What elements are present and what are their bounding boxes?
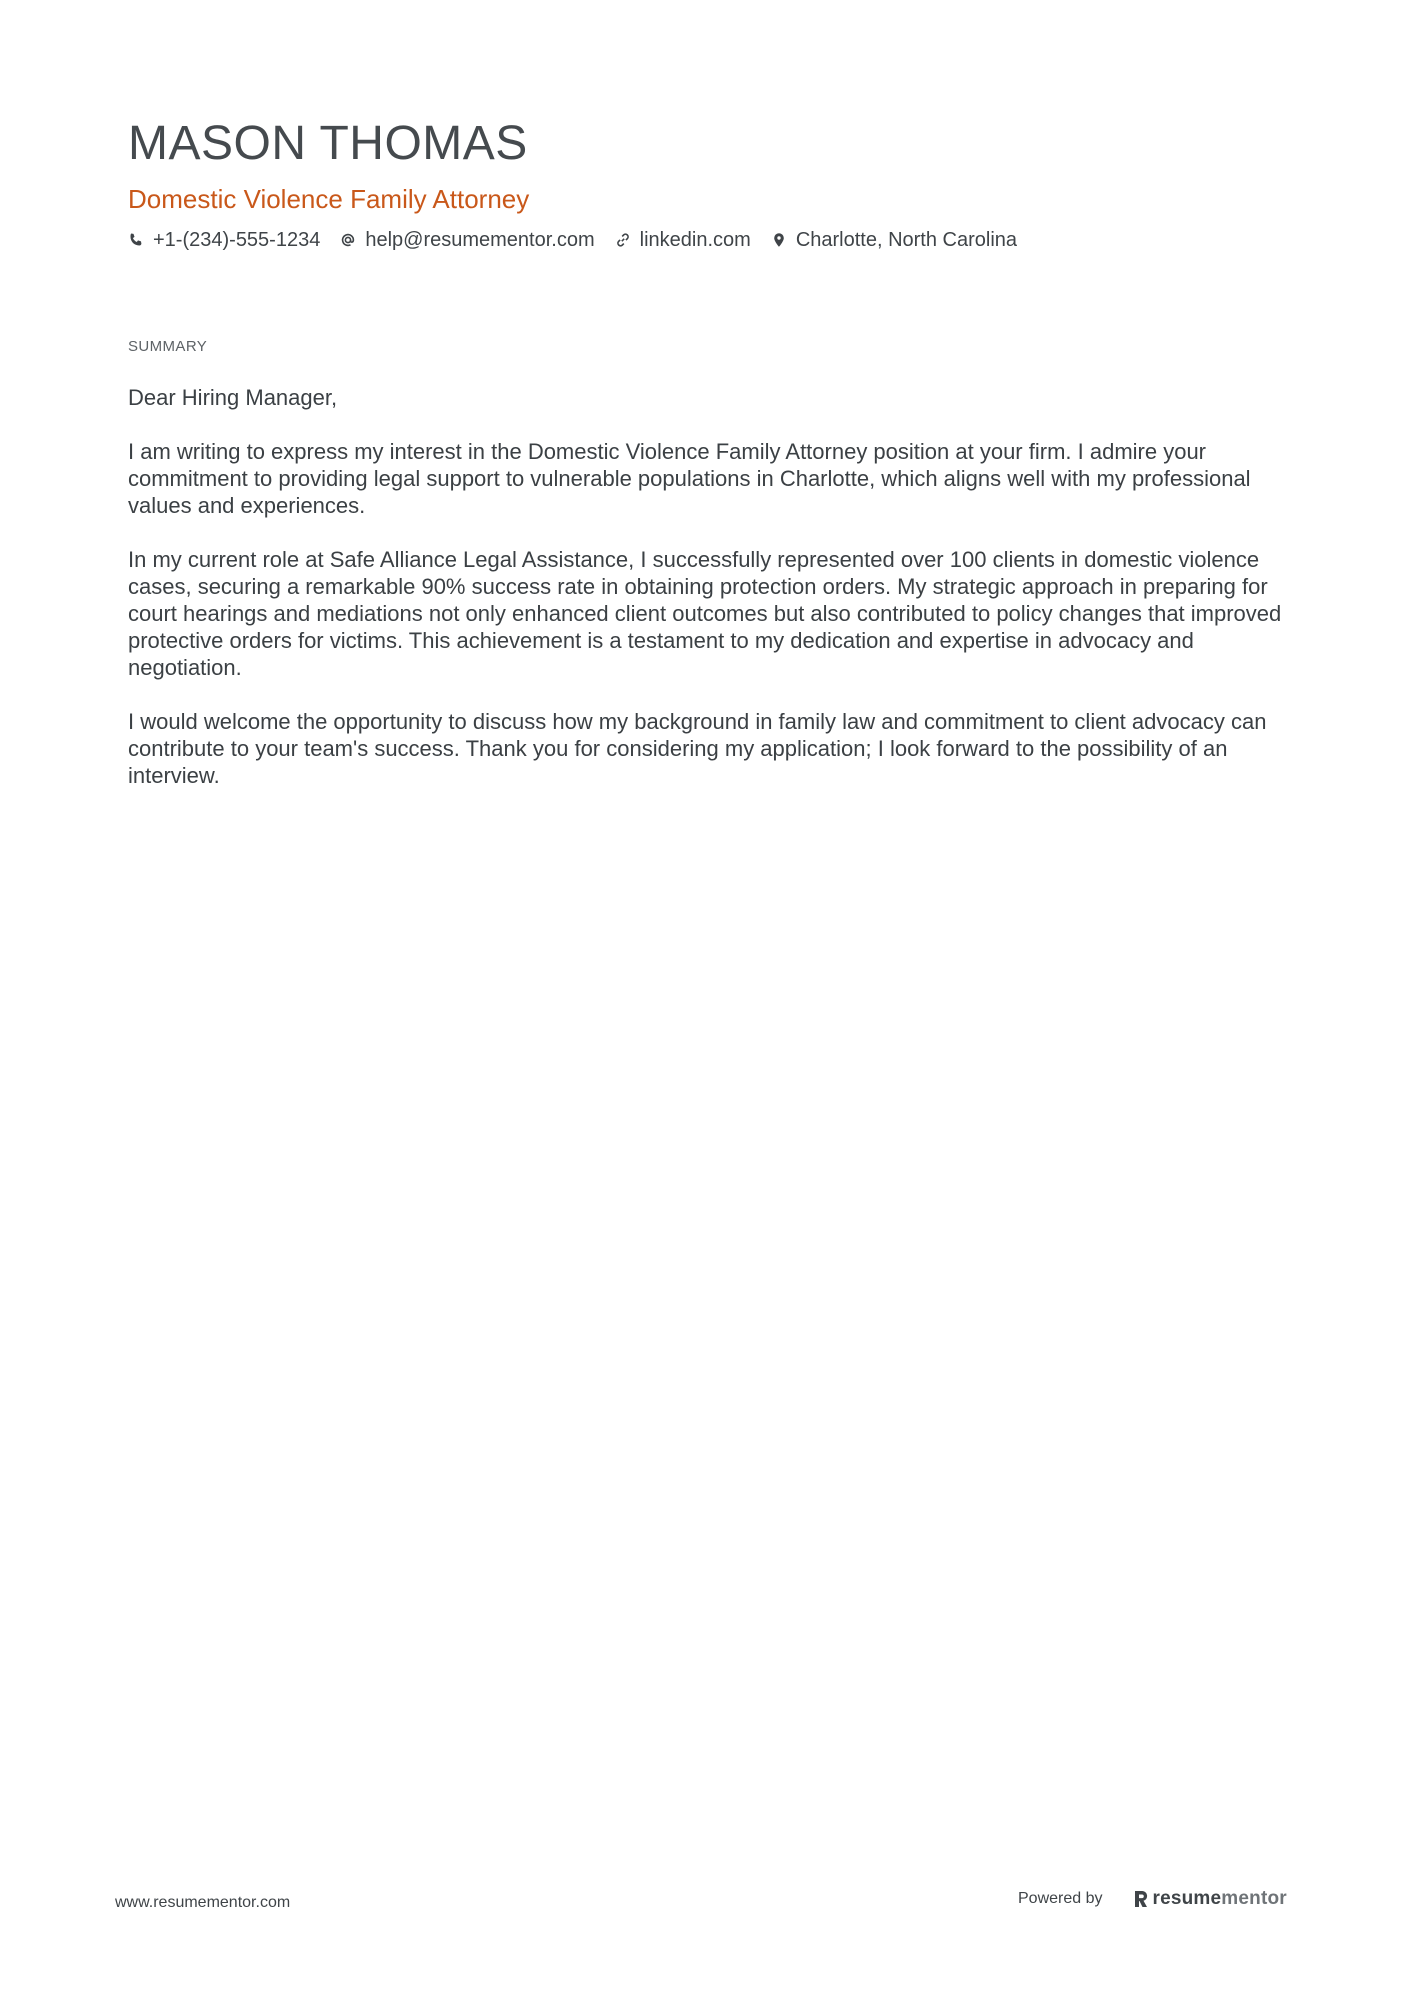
email-text: help@resumementor.com xyxy=(365,229,595,251)
letter-paragraph: In my current role at Safe Alliance Legal Assistance, I successfully represented over 100 clients in domestic violence cases, securing a remarkable 90% success rate in obtaining protection orders. My strategic approach in preparing for court hearings and mediations not only enhanced client outcomes but also contributed to policy changes that improved protective orders for victims. This achievement is a testament to my dedication and expertise in advocacy and negotiation. xyxy=(128,547,1282,680)
contact-email xyxy=(340,226,594,254)
link-icon xyxy=(615,232,631,248)
at-icon xyxy=(340,232,356,248)
letter-body xyxy=(128,384,1296,816)
contact-location xyxy=(771,226,1017,254)
location-pin-icon xyxy=(771,232,787,248)
candidate-name: MASON THOMAS xyxy=(128,117,528,170)
resumementor-logo-icon xyxy=(1133,1889,1149,1909)
letter-greeting: Dear Hiring Manager, xyxy=(128,385,338,410)
contact-linkedin xyxy=(615,226,751,254)
brand-bold-text: resume xyxy=(1152,1888,1222,1909)
footer-branding xyxy=(1018,1888,1287,1910)
brand-light-text: mentor xyxy=(1221,1888,1287,1909)
location-text: Charlotte, North Carolina xyxy=(795,229,1018,251)
powered-by-label: Powered by xyxy=(1018,1890,1103,1907)
phone-text: +1-(234)-555-1234 xyxy=(153,229,321,251)
resumementor-logo[interactable] xyxy=(1133,1888,1287,1910)
summary-heading: SUMMARY xyxy=(128,338,208,355)
letter-paragraph: I am writing to express my interest in the Domestic Violence Family Attorney position at your firm. I admire your commitment to providing legal support to vulnerable populations in Charlotte, which aligns well with my professional values and experiences. xyxy=(128,439,1251,518)
contact-bar xyxy=(128,226,1037,254)
letter-paragraph: I would welcome the opportunity to discuss how my background in family law and commitment to client advocacy can contribute to your team's success. Thank you for considering my application; I look forward to the possibility of an interview. xyxy=(128,709,1267,788)
phone-icon xyxy=(128,232,144,248)
footer-website[interactable]: www.resumementor.com xyxy=(115,1894,291,1911)
linkedin-text: linkedin.com xyxy=(639,229,751,251)
contact-phone xyxy=(128,226,320,254)
candidate-role: Domestic Violence Family Attorney xyxy=(128,184,530,214)
